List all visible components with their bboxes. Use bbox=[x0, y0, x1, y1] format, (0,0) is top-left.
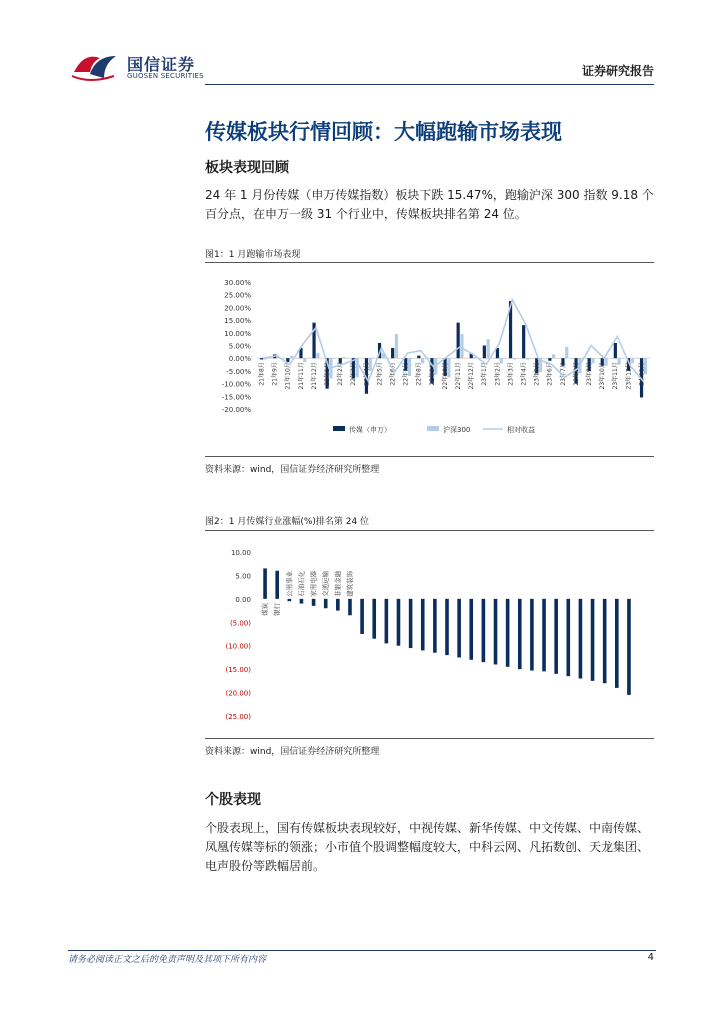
bar-industry bbox=[445, 599, 449, 655]
x-tick-label: 22年11月 bbox=[455, 362, 463, 390]
bar-industry bbox=[421, 599, 425, 651]
y-tick-label: (15.00) bbox=[225, 666, 251, 675]
bar-industry bbox=[615, 599, 619, 688]
figure1-source: 资料来源：wind，国信证券经济研究所整理 bbox=[205, 465, 380, 475]
y-tick-label: -15.00% bbox=[221, 393, 251, 402]
x-tick-label: 22年12月 bbox=[468, 362, 476, 390]
x-tick-label: 22年6月 bbox=[389, 362, 397, 386]
y-tick-label: (5.00) bbox=[229, 619, 251, 628]
figure2-bottom-rule bbox=[205, 738, 654, 739]
figure1-caption: 图1：1 月跑输市场表现 bbox=[205, 250, 301, 260]
x-tick-label: 非银金融 bbox=[333, 570, 342, 597]
figure2-caption: 图2：1 月传媒行业涨幅(%)排名第 24 位 bbox=[205, 517, 370, 527]
logo-name-en: GUOSEN SECURITIES bbox=[127, 72, 204, 80]
bar-industry bbox=[579, 599, 583, 679]
bar-industry bbox=[360, 599, 364, 634]
bar-media bbox=[391, 348, 394, 358]
x-tick-label: 23年12月 bbox=[625, 362, 633, 390]
bar-industry bbox=[288, 599, 292, 601]
x-tick-label: 23年2月 bbox=[494, 362, 502, 386]
y-tick-label: (10.00) bbox=[225, 642, 251, 651]
x-tick-label: 23年8月 bbox=[572, 362, 580, 386]
bar-media bbox=[286, 358, 289, 362]
x-tick-label: 23年5月 bbox=[533, 362, 541, 386]
y-tick-label: 10.00% bbox=[224, 329, 251, 338]
figure1-top-rule bbox=[205, 262, 654, 263]
figure1-chart bbox=[205, 266, 657, 441]
section-heading-stocks: 个股表现 bbox=[205, 792, 261, 808]
x-tick-label: 21年10月 bbox=[284, 362, 292, 390]
x-tick-label: 23年9月 bbox=[586, 362, 594, 386]
x-tick-label: 22年10月 bbox=[441, 362, 449, 390]
bar-industry bbox=[348, 599, 352, 615]
bar-media bbox=[483, 346, 486, 359]
bar-industry bbox=[542, 599, 546, 671]
bar-industry bbox=[494, 599, 498, 665]
bar-industry bbox=[566, 599, 570, 676]
x-tick-label: 23年1月 bbox=[481, 362, 489, 386]
y-tick-label: -10.00% bbox=[221, 380, 251, 389]
x-tick-label: 煤炭 bbox=[261, 602, 270, 616]
y-tick-label: 10.00 bbox=[230, 549, 251, 557]
figure2-source: 资料来源：wind，国信证券经济研究所整理 bbox=[205, 747, 380, 757]
bar-industry bbox=[627, 599, 631, 695]
bar-industry bbox=[603, 599, 607, 683]
bar-industry bbox=[312, 599, 316, 606]
bar-industry bbox=[457, 599, 461, 658]
x-tick-label: 21年12月 bbox=[310, 362, 318, 390]
x-tick-label: 21年9月 bbox=[271, 362, 279, 386]
x-tick-label: 22年8月 bbox=[415, 362, 423, 386]
bar-industry bbox=[530, 599, 534, 671]
figure2-top-rule bbox=[205, 530, 654, 531]
bar-media bbox=[548, 358, 551, 361]
bar-hs300 bbox=[487, 339, 490, 358]
x-tick-label: 23年6月 bbox=[546, 362, 554, 386]
footer-divider bbox=[68, 950, 656, 951]
page-title: 传媒板块行情回顾：大幅跑输市场表现 bbox=[205, 120, 562, 144]
bar-industry bbox=[372, 599, 376, 639]
x-tick-label: 22年3月 bbox=[350, 362, 358, 386]
bar-industry bbox=[263, 568, 267, 598]
y-tick-label: -5.00% bbox=[226, 367, 251, 376]
y-tick-label: 30.00% bbox=[224, 279, 251, 287]
bar-industry bbox=[324, 599, 328, 608]
footer-disclaimer: 请务必阅读正文之后的免责声明及其项下所有内容 bbox=[68, 955, 267, 965]
bar-media bbox=[522, 325, 525, 358]
figure1-bottom-rule bbox=[205, 456, 654, 457]
guosen-logo-icon bbox=[70, 50, 122, 84]
x-tick-label: 交通运输 bbox=[321, 570, 330, 597]
y-tick-label: 0.00 bbox=[235, 595, 251, 604]
bar-industry bbox=[554, 599, 558, 674]
bar-media bbox=[260, 358, 263, 359]
x-tick-label: 23年4月 bbox=[520, 362, 528, 386]
y-tick-label: 25.00% bbox=[224, 291, 251, 300]
y-tick-label: 15.00% bbox=[224, 317, 251, 326]
section-paragraph-sector: 24 年 1 月份传媒（申万传媒指数）板块下跌 15.47%，跑输沪深 300 指数 9.18 个百分点，在申万一级 31 个行业中，传媒板块排名第 24 位。 bbox=[205, 188, 654, 221]
bar-industry bbox=[482, 599, 486, 662]
section-heading-sector: 板块表现回顾 bbox=[205, 160, 289, 176]
logo-name-cn: 国信证券 bbox=[127, 55, 196, 74]
bar-hs300 bbox=[316, 353, 319, 358]
bar-industry bbox=[433, 599, 437, 653]
bar-media bbox=[457, 323, 460, 359]
y-tick-label: 5.00 bbox=[235, 572, 251, 581]
section-paragraph-stocks: 个股表现上，国有传媒板块表现较好，中视传媒、新华传媒、中文传媒、中南传媒、凤凰传媒等标的领涨；小市值个股调整幅度较大，中科云网、凡拓数创、天龙集团、电声股份等跌幅居前。 bbox=[205, 821, 650, 873]
bar-media bbox=[417, 356, 420, 359]
x-tick-label: 22年1月 bbox=[324, 362, 332, 386]
legend-swatch-hs300 bbox=[427, 426, 439, 431]
x-tick-label: 22年5月 bbox=[376, 362, 384, 386]
bar-hs300 bbox=[290, 356, 293, 359]
bar-industry bbox=[591, 599, 595, 681]
legend-label-relative: 相对收益 bbox=[507, 426, 535, 434]
legend-label-hs300: 沪深300 bbox=[443, 426, 471, 434]
x-tick-label: 银行 bbox=[273, 602, 282, 616]
bar-industry bbox=[397, 599, 401, 646]
y-tick-label: -20.00% bbox=[221, 406, 251, 414]
legend-swatch-media bbox=[333, 426, 345, 431]
legend-label-media: 传媒（申万） bbox=[349, 426, 391, 434]
x-tick-label: 23年3月 bbox=[507, 362, 515, 386]
bar-hs300 bbox=[460, 334, 463, 358]
x-tick-label: 23年10月 bbox=[599, 362, 607, 390]
x-tick-label: 24年1月 bbox=[638, 362, 646, 386]
bar-industry bbox=[275, 571, 279, 599]
figure2-chart bbox=[205, 536, 657, 732]
y-tick-label: 5.00% bbox=[228, 342, 251, 351]
x-tick-label: 22年4月 bbox=[363, 362, 371, 386]
x-tick-label: 23年11月 bbox=[612, 362, 620, 390]
bar-hs300 bbox=[513, 358, 516, 359]
bar-industry bbox=[385, 599, 389, 644]
x-tick-label: 公用事业 bbox=[285, 570, 294, 597]
bar-industry bbox=[300, 599, 304, 604]
page-number: 4 bbox=[647, 952, 654, 963]
bar-industry bbox=[409, 599, 413, 648]
bar-hs300 bbox=[565, 347, 568, 358]
y-tick-label: (25.00) bbox=[225, 713, 251, 721]
x-tick-label: 石油石化 bbox=[297, 570, 306, 597]
bar-industry bbox=[336, 599, 340, 611]
bar-hs300 bbox=[395, 334, 398, 358]
bar-industry bbox=[469, 599, 473, 660]
header-divider bbox=[205, 84, 654, 85]
x-tick-label: 建筑装饰 bbox=[345, 570, 354, 597]
x-tick-label: 22年9月 bbox=[428, 362, 436, 386]
x-tick-label: 家用电器 bbox=[309, 570, 318, 597]
x-tick-label: 21年11月 bbox=[297, 362, 305, 390]
report-type: 证券研究报告 bbox=[581, 64, 654, 78]
bar-industry bbox=[506, 599, 510, 667]
x-tick-label: 23年7月 bbox=[559, 362, 567, 386]
bar-hs300 bbox=[303, 358, 306, 362]
bar-media bbox=[614, 343, 617, 358]
bar-hs300 bbox=[552, 354, 555, 358]
x-tick-label: 22年7月 bbox=[402, 362, 410, 386]
bar-industry bbox=[518, 599, 522, 669]
x-tick-label: 21年8月 bbox=[258, 362, 266, 386]
bar-hs300 bbox=[526, 358, 529, 359]
bar-hs300 bbox=[342, 357, 345, 358]
y-tick-label: 20.00% bbox=[224, 304, 251, 313]
y-tick-label: (20.00) bbox=[225, 689, 251, 698]
y-tick-label: 0.00% bbox=[228, 355, 251, 364]
x-tick-label: 22年2月 bbox=[337, 362, 345, 386]
